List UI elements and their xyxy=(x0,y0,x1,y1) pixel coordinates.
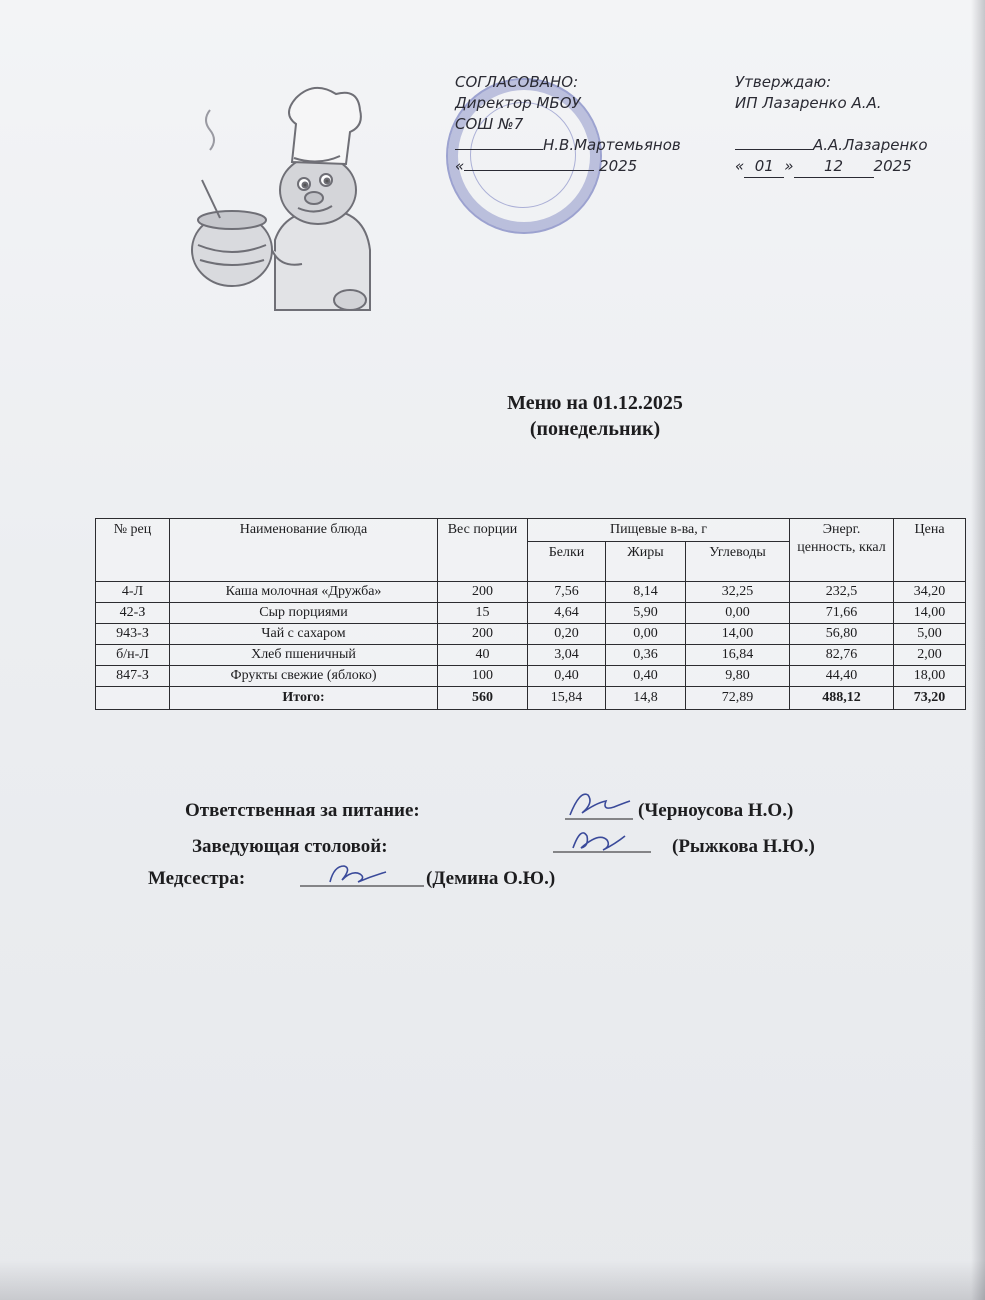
cell-price: 34,20 xyxy=(894,582,966,603)
approval-agreed-signer-line xyxy=(455,135,725,156)
cell-price: 18,00 xyxy=(894,666,966,687)
approval-block-agreed xyxy=(455,72,725,177)
cell-rec: 42-З xyxy=(96,603,170,624)
cell-fat: 8,14 xyxy=(606,582,686,603)
cell-total-label: Итого: xyxy=(170,687,438,710)
cell-protein: 3,04 xyxy=(528,645,606,666)
cell-weight: 200 xyxy=(438,582,528,603)
cell-carbs: 32,25 xyxy=(686,582,790,603)
cell-weight: 100 xyxy=(438,666,528,687)
cell-carbs: 14,00 xyxy=(686,624,790,645)
cell-fat: 0,36 xyxy=(606,645,686,666)
approval-agreed-date xyxy=(455,156,725,177)
approval-approved-heading: Утверждаю: xyxy=(735,73,832,91)
cell-fat: 0,40 xyxy=(606,666,686,687)
approval-agreed-date-quote: « xyxy=(455,157,465,175)
signature-nurse xyxy=(148,868,245,890)
cell-total-protein: 15,84 xyxy=(528,687,606,710)
cell-price: 5,00 xyxy=(894,624,966,645)
cell-total-energy: 488,12 xyxy=(790,687,894,710)
approval-agreed-signer: Н.В.Мартемьянов xyxy=(543,136,681,154)
header-nutrients: Пищевые в-ва, г xyxy=(528,519,790,542)
approval-agreed-signature-line xyxy=(455,149,543,150)
approval-month: 12 xyxy=(794,156,874,178)
cell-protein: 4,64 xyxy=(528,603,606,624)
signature-nurse-mark xyxy=(300,860,426,892)
header-energy: Энерг. ценность, ккал xyxy=(790,519,894,582)
signature-nurse-label: Медсестра: xyxy=(148,868,246,889)
cell-total-empty xyxy=(96,687,170,710)
approval-agreed-year: 2025 xyxy=(599,157,638,175)
cell-protein: 0,40 xyxy=(528,666,606,687)
approval-agreed-position: Директор МБОУ xyxy=(455,94,581,112)
cell-dish-name: Фрукты свежие (яблоко) xyxy=(170,666,438,687)
menu-title xyxy=(360,390,830,442)
page-edge-shadow xyxy=(971,0,985,1300)
table-row xyxy=(96,603,966,624)
cell-dish-name: Хлеб пшеничный xyxy=(170,645,438,666)
cell-carbs: 16,84 xyxy=(686,645,790,666)
cell-energy: 232,5 xyxy=(790,582,894,603)
cell-energy: 44,40 xyxy=(790,666,894,687)
signature-nutrition xyxy=(185,800,420,822)
approval-agreed-school: СОШ №7 xyxy=(455,115,524,133)
cell-protein: 7,56 xyxy=(528,582,606,603)
cell-weight: 15 xyxy=(438,603,528,624)
table-header-row xyxy=(96,519,966,542)
header-dish-name: Наименование блюда xyxy=(170,519,438,582)
signature-canteen-name: (Рыжкова Н.Ю.) xyxy=(672,836,815,857)
cell-energy: 82,76 xyxy=(790,645,894,666)
header-price: Цена xyxy=(894,519,966,582)
approval-agreed-date-line xyxy=(464,170,594,171)
cell-energy: 71,66 xyxy=(790,603,894,624)
header-protein: Белки xyxy=(528,542,606,582)
cell-energy: 56,80 xyxy=(790,624,894,645)
approval-approved-signer-line xyxy=(735,135,975,156)
table-row xyxy=(96,666,966,687)
approval-approved-signature-line xyxy=(735,149,813,150)
signature-canteen-mark xyxy=(553,822,653,858)
signature-nutrition-name: (Черноусова Н.О.) xyxy=(638,800,794,821)
cell-carbs: 9,80 xyxy=(686,666,790,687)
signature-nurse-name: (Демина О.Ю.) xyxy=(426,868,556,889)
approval-block-approved xyxy=(735,72,975,178)
header-weight: Вес порции xyxy=(438,519,528,582)
menu-table xyxy=(95,518,966,710)
signature-canteen xyxy=(192,836,388,858)
approval-agreed-heading: СОГЛАСОВАНО: xyxy=(455,73,579,91)
cell-rec: 847-З xyxy=(96,666,170,687)
header-carbs: Углеводы xyxy=(686,542,790,582)
cell-fat: 5,90 xyxy=(606,603,686,624)
cell-rec: 4-Л xyxy=(96,582,170,603)
table-row xyxy=(96,624,966,645)
cell-dish-name: Чай с сахаром xyxy=(170,624,438,645)
cell-weight: 200 xyxy=(438,624,528,645)
approval-approved-date: « 01 » 12 2025 xyxy=(735,156,975,178)
cell-total-fat: 14,8 xyxy=(606,687,686,710)
header-fat: Жиры xyxy=(606,542,686,582)
signature-nutrition-label: Ответственная за питание: xyxy=(185,800,420,821)
table-row xyxy=(96,645,966,666)
signature-canteen-label: Заведующая столовой: xyxy=(192,836,388,857)
cell-total-price: 73,20 xyxy=(894,687,966,710)
cell-total-carbs: 72,89 xyxy=(686,687,790,710)
signature-nutrition-mark xyxy=(565,785,635,825)
table-row xyxy=(96,582,966,603)
page-bottom-shadow xyxy=(0,1260,985,1300)
cell-price: 14,00 xyxy=(894,603,966,624)
cell-protein: 0,20 xyxy=(528,624,606,645)
menu-title-weekday: (понедельник) xyxy=(529,418,661,440)
cell-dish-name: Сыр порциями xyxy=(170,603,438,624)
cell-rec: б/н-Л xyxy=(96,645,170,666)
approval-approved-signer: А.А.Лазаренко xyxy=(813,136,928,154)
cell-weight: 40 xyxy=(438,645,528,666)
cell-rec: 943-З xyxy=(96,624,170,645)
cell-fat: 0,00 xyxy=(606,624,686,645)
cell-dish-name: Каша молочная «Дружба» xyxy=(170,582,438,603)
approval-year: 2025 xyxy=(873,157,912,175)
cell-carbs: 0,00 xyxy=(686,603,790,624)
approval-day: 01 xyxy=(744,156,784,178)
cell-total-weight: 560 xyxy=(438,687,528,710)
chef-illustration xyxy=(180,80,380,320)
table-total-row xyxy=(96,687,966,710)
approval-approved-entity: ИП Лазаренко А.А. xyxy=(735,94,882,112)
header-rec: № рец xyxy=(96,519,170,582)
menu-title-date: Меню на 01.12.2025 xyxy=(507,392,683,414)
cell-price: 2,00 xyxy=(894,645,966,666)
